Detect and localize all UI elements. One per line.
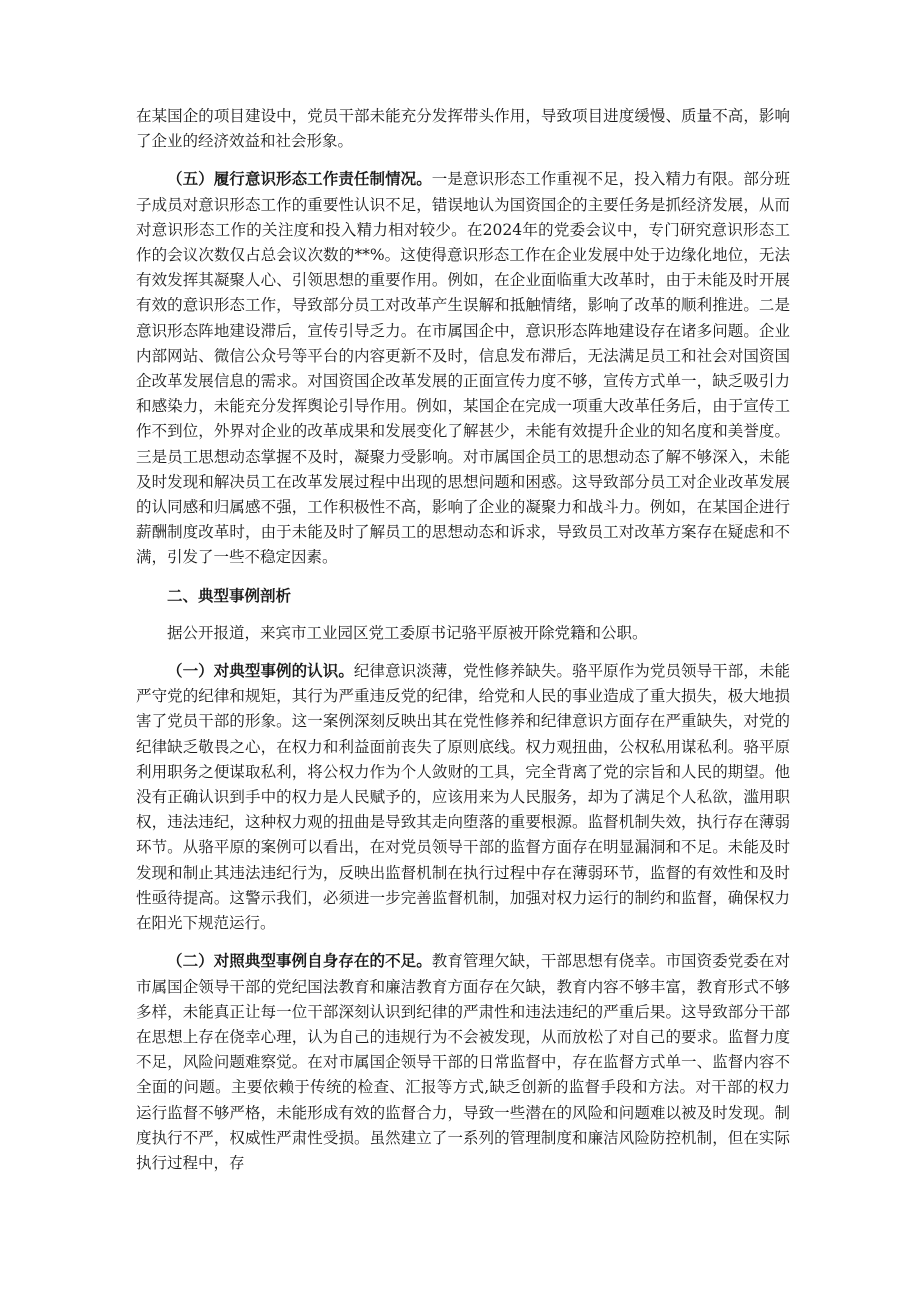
section-title-case-analysis bbox=[136, 583, 790, 609]
section-heading-case-understanding: （一）对典型事例的认识。 bbox=[167, 661, 354, 681]
paragraph-text: 在某国企的项目建设中，党员干部未能充分发挥带头作用，导致项目进度缓慢、质量不高，影响了企业的经济效益和社会形象。 bbox=[136, 107, 790, 151]
paragraph-ideology-responsibility bbox=[136, 166, 790, 570]
paragraph-text: 纪律意识淡薄，党性修养缺失。骆平原作为党员领导干部，未能严守党的纪律和规矩，其行为严重违反党的纪律，给党和人民的事业造成了重大损失，极大地损害了党员干部的形象。这一案例深刻反映出其在党性修养和纪律意识方面存在严重缺失，对党的纪律缺乏敬畏之心，在权力和利益面前丧失了原则底线。权力观扭曲，公权私用谋私利。骆平原利用职务之便谋取私利，将公权力作为个人敛财的工具，完全背离了党的宗旨和人民的期望。他没有正确认识到手中的权力是人民赋予的，应该用来为人民服务，却为了满足个人私欲，滥用职权，违法违纪，这种权力观的扭曲是导致其走向堕落的重要根源。监督机制失效，执行存在薄弱环节。从骆平原的案例可以看出，在对党员领导干部的监督方面存在明显漏洞和不足。未能及时发现和制止其违法违纪行为，反映出监督机制在执行过程中存在薄弱环节，监督的有效性和及时性亟待提高。这警示我们，必须进一步完善监督机制，加强对权力运行的制约和监督，确保权力在阳光下规范运行。 bbox=[136, 662, 790, 933]
paragraph-case-understanding bbox=[136, 658, 790, 936]
paragraph-text: 据公开报道，来宾市工业园区党工委原书记骆平原被开除党籍和公职。 bbox=[167, 623, 648, 642]
paragraph-text: 教育管理欠缺，干部思想有侥幸。市国资委党委在对市属国企领导干部的党纪国法教育和廉洁教育方面存在欠缺，教育内容不够丰富，教育形式不够多样，未能真正让每一位干部深刻认识到纪律的严肃性和违法违纪的严重后果。这导致部分干部在思想上存在侥幸心理，认为自己的违规行为不会被发现，从而放松了对自己的要求。监督力度不足，风险问题难察觉。在对市属国企领导干部的日常监督中，存在监督方式单一、监督内容不全面的问题。主要依赖于传统的检查、汇报等方式,缺乏创新的监督手段和方法。对干部的权力运行监督不够严格，未能形成有效的监督合力，导致一些潜在的风险和问题难以被及时发现。制度执行不严，权威性严肃性受损。虽然建立了一系列的管理制度和廉洁风险防控机制，但在实际执行过程中，存 bbox=[136, 952, 790, 1172]
document-page bbox=[136, 104, 790, 1188]
paragraph-continuation bbox=[136, 104, 790, 154]
paragraph-self-shortcomings bbox=[136, 948, 790, 1176]
paragraph-text: 一是意识形态工作重视不足，投入精力有限。部分班子成员对意识形态工作的重要性认识不足，错误地认为国资国企的主要任务是抓经济发展，从而对意识形态工作的关注度和投入精力相对较少。在2024年的党委会议中，专门研究意识形态工作的会议次数仅占总会议次数的**%。这使得意识形态工作在企业发展中处于边缘化地位，无法有效发挥其凝聚人心、引领思想的重要作用。例如，在企业面临重大改革时，由于未能及时开展有效的意识形态工作，导致部分员工对改革产生误解和抵触情绪，影响了改革的顺利推进。二是意识形态阵地建设滞后，宣传引导乏力。在市属国企中，意识形态阵地建设存在诸多问题。企业内部网站、微信公众号等平台的内容更新不及时，信息发布滞后，无法满足员工和社会对国资国企改革发展信息的需求。对国资国企改革发展的正面宣传力度不够，宣传方式单一，缺乏吸引力和感染力，未能充分发挥舆论引导作用。例如，某国企在完成一项重大改革任务后，由于宣传工作不到位，外界对企业的改革成果和发展变化了解甚少，未能有效提升企业的知名度和美誉度。三是员工思想动态掌握不及时，凝聚力受影响。对市属国企员工的思想动态了解不够深入，未能及时发现和解决员工在改革发展过程中出现的思想问题和困惑。这导致部分员工对企业改革发展的认同感和归属感不强，工作积极性不高，影响了企业的凝聚力和战斗力。例如，在某国企进行薪酬制度改革时，由于未能及时了解员工的思想动态和诉求，导致员工对改革方案存在疑虑和不满，引发了一些不稳定因素。 bbox=[136, 170, 790, 567]
section-heading-self-shortcomings: （二）对照典型事例自身存在的不足。 bbox=[167, 951, 432, 971]
paragraph-case-report bbox=[136, 621, 790, 646]
section-heading-ideology: （五）履行意识形态工作责任制情况。 bbox=[167, 169, 432, 189]
section-heading-case-analysis: 二、典型事例剖析 bbox=[167, 585, 292, 605]
